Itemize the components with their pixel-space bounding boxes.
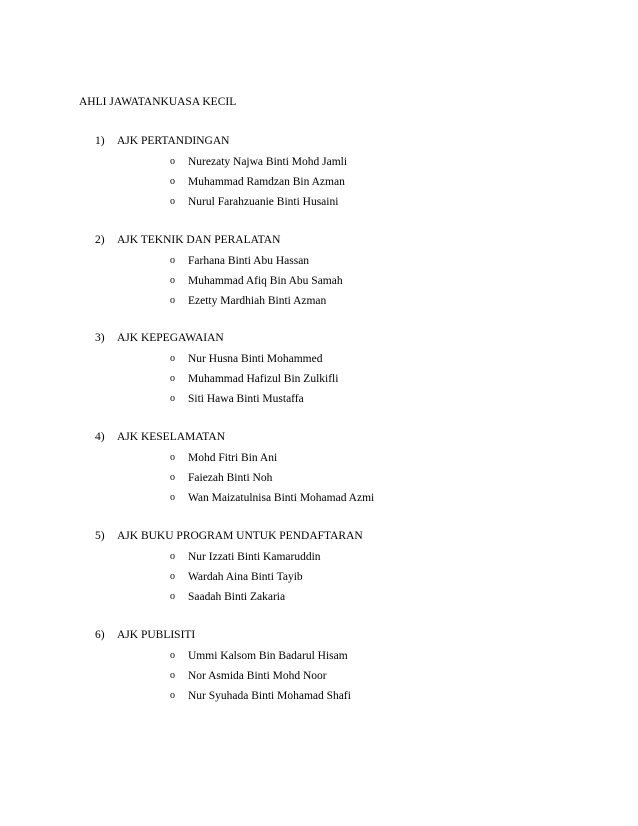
bullet-icon: o [170, 571, 175, 582]
section-heading [95, 233, 280, 247]
bullet-icon: o [170, 373, 175, 384]
bullet-icon: o [170, 255, 175, 266]
section-number: 3) [95, 332, 105, 344]
member-name: Siti Hawa Binti Mustaffa [188, 393, 304, 405]
member-name: Muhammad Ramdzan Bin Azman [188, 176, 345, 188]
bullet-icon: o [170, 275, 175, 286]
member-name: Nurul Farahzuanie Binti Husaini [188, 196, 339, 208]
bullet-icon: o [170, 452, 175, 463]
bullet-icon: o [170, 650, 175, 661]
member-name: Ummi Kalsom Bin Badarul Hisam [188, 650, 348, 662]
member-name: Nur Husna Binti Mohammed [188, 353, 323, 365]
section-heading [95, 529, 363, 543]
section-heading-label: AJK KEPEGAWAIAN [117, 332, 224, 344]
bullet-icon: o [170, 295, 175, 306]
bullet-icon: o [170, 196, 175, 207]
bullet-icon: o [170, 176, 175, 187]
bullet-icon: o [170, 353, 175, 364]
member-name: Saadah Binti Zakaria [188, 591, 286, 603]
section-number: 2) [95, 234, 105, 246]
bullet-icon: o [170, 472, 175, 483]
member-name: Farhana Binti Abu Hassan [188, 255, 310, 267]
member-name: Muhammad Hafizul Bin Zulkifli [188, 373, 339, 385]
bullet-icon: o [170, 591, 175, 602]
bullet-icon: o [170, 156, 175, 167]
member-name: Nur Izzati Binti Kamaruddin [188, 551, 321, 563]
bullet-icon: o [170, 551, 175, 562]
section-heading-label: AJK KESELAMATAN [117, 431, 226, 443]
member-name: Mohd Fitri Bin Ani [188, 452, 278, 464]
bullet-icon: o [170, 492, 175, 503]
section-number: 1) [95, 135, 105, 147]
section-heading-label: AJK PERTANDINGAN [117, 135, 230, 147]
section-heading-label: AJK PUBLISITI [117, 629, 196, 641]
section-heading-label: AJK BUKU PROGRAM UNTUK PENDAFTARAN [117, 530, 363, 542]
page-title: AHLI JAWATANKUASA KECIL [79, 96, 237, 108]
section-heading [95, 134, 229, 148]
member-name: Muhammad Afiq Bin Abu Samah [188, 275, 343, 287]
member-name: Nurezaty Najwa Binti Mohd Jamli [188, 156, 348, 168]
section-heading-label: AJK TEKNIK DAN PERALATAN [117, 234, 281, 246]
member-name: Ezetty Mardhiah Binti Azman [188, 295, 327, 307]
section-number: 6) [95, 629, 105, 641]
member-name: Wardah Aina Binti Tayib [188, 571, 303, 583]
section-heading [95, 331, 224, 345]
member-name: Faiezah Binti Noh [188, 472, 273, 484]
bullet-icon: o [170, 670, 175, 681]
bullet-icon: o [170, 393, 175, 404]
section-heading [95, 628, 195, 642]
member-name: Wan Maizatulnisa Binti Mohamad Azmi [188, 492, 375, 504]
member-name: Nur Syuhada Binti Mohamad Shafi [188, 690, 351, 702]
member-name: Nor Asmida Binti Mohd Noor [188, 670, 327, 682]
section-heading [95, 430, 225, 444]
section-number: 4) [95, 431, 105, 443]
section-number: 5) [95, 530, 105, 542]
bullet-icon: o [170, 690, 175, 701]
